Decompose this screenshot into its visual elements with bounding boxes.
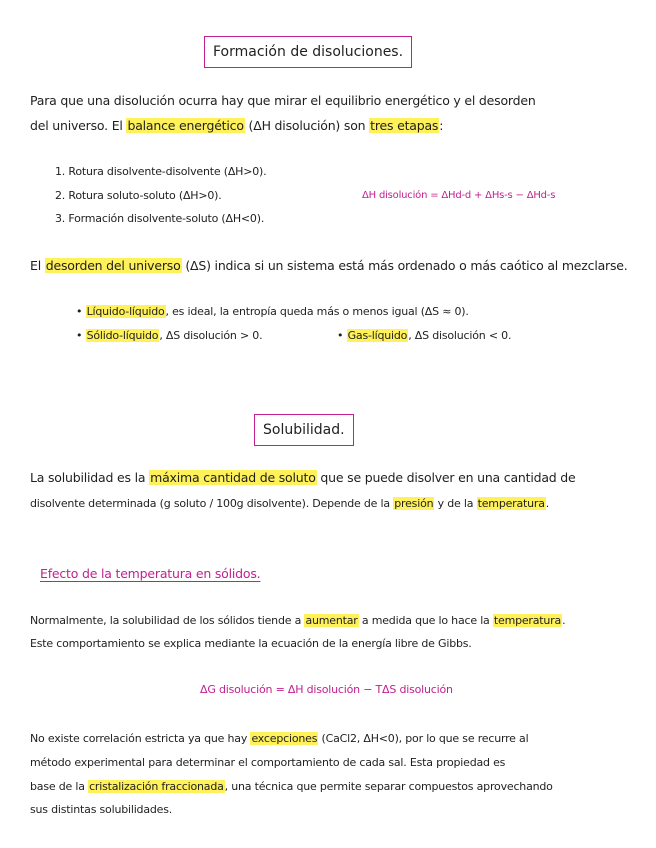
solubility-line-1	[30, 470, 576, 486]
highlight-temperatura-2: temperatura	[493, 614, 562, 627]
text-fragment: , es ideal, la entropía queda más o menos igual (ΔS ≈ 0).	[165, 305, 469, 318]
bullet-dot: •	[76, 305, 86, 318]
enthalpy-formula: ΔH disolución = ΔHd-d + ΔHs-s − ΔHd-s	[362, 190, 556, 201]
text-fragment: y de la	[434, 497, 477, 510]
highlight-liquido-liquido: Líquido-líquido	[86, 305, 165, 318]
text-fragment: :	[439, 118, 444, 133]
text-fragment: a medida que lo hace la	[358, 614, 493, 627]
solubility-line-2	[30, 496, 549, 512]
text-fragment: (CaCl2, ΔH<0), por lo que se recurre al	[318, 732, 529, 745]
text-fragment: , ΔS disolución > 0.	[159, 329, 263, 342]
bullet-dot: •	[76, 329, 86, 342]
text-fragment: del universo. El	[30, 118, 127, 133]
highlight-excepciones: excepciones	[251, 732, 318, 745]
highlight-cristalizacion: cristalización fraccionada	[89, 780, 224, 793]
highlight-gas-liquido: Gas-líquido	[347, 329, 408, 342]
section-title-text: Formación de disoluciones.	[213, 44, 404, 60]
bullet-gas-liquido	[337, 328, 511, 344]
temperature-line-2: Este comportamiento se explica mediante la ecuación de la energía libre de Gibbs.	[30, 637, 472, 650]
text-fragment: (ΔS) indica si un sistema está más ordenado o más caótico al mezclarse.	[181, 258, 628, 273]
text-fragment: El	[30, 258, 45, 273]
text-fragment: , ΔS disolución < 0.	[408, 329, 512, 342]
highlight-tres-etapas: tres etapas	[370, 118, 439, 133]
highlight-solido-liquido: Sólido-líquido	[86, 329, 159, 342]
temperature-line-1	[30, 613, 565, 629]
highlight-maxima-cantidad: máxima cantidad de soluto	[150, 470, 316, 485]
highlight-presion: presión	[394, 497, 434, 510]
disorder-paragraph	[30, 258, 628, 274]
section-title-formacion	[204, 36, 412, 68]
highlight-balance: balance energético	[127, 118, 244, 133]
step-item-3: 3. Formación disolvente-soluto (ΔH<0).	[55, 212, 265, 225]
text-fragment: .	[562, 614, 566, 627]
text-fragment: , una técnica que permite separar compuestos aprovechando	[224, 780, 553, 793]
exceptions-line-2: método experimental para determinar el comportamiento de cada sal. Esta propiedad es	[30, 756, 506, 769]
text-fragment: .	[545, 497, 550, 510]
gibbs-formula: ΔG disolución = ΔH disolución − TΔS disolución	[200, 683, 453, 696]
section-title-text: Solubilidad.	[263, 422, 345, 438]
exceptions-line-1	[30, 731, 528, 747]
step-item-1: 1. Rotura disolvente-disolvente (ΔH>0).	[55, 165, 267, 178]
step-item-2: 2. Rotura soluto-soluto (ΔH>0).	[55, 189, 222, 202]
exceptions-line-4: sus distintas solubilidades.	[30, 803, 173, 816]
bullet-liquido-liquido	[76, 304, 469, 320]
intro-line-2	[30, 118, 443, 134]
text-fragment: (ΔH disolución) son	[244, 118, 370, 133]
text-fragment: Normalmente, la solubilidad de los sólidos tiende a	[30, 614, 305, 627]
highlight-desorden: desorden del universo	[45, 258, 181, 273]
text-fragment: base de la	[30, 780, 89, 793]
highlight-aumentar: aumentar	[305, 614, 358, 627]
text-fragment: No existe correlación estricta ya que hay	[30, 732, 251, 745]
text-fragment: La solubilidad es la	[30, 470, 150, 485]
text-fragment: disolvente determinada (g soluto / 100g disolvente). Depende de la	[30, 497, 394, 510]
text-fragment: que se puede disolver en una cantidad de	[316, 470, 576, 485]
subheading-efecto-temperatura: Efecto de la temperatura en sólidos.	[40, 566, 261, 581]
section-title-solubilidad	[254, 414, 354, 446]
highlight-temperatura: temperatura	[477, 497, 545, 510]
bullet-dot: •	[337, 329, 347, 342]
intro-line-1: Para que una disolución ocurra hay que mirar el equilibrio energético y el desorden	[30, 93, 536, 108]
bullet-solido-liquido	[76, 328, 262, 344]
exceptions-line-3	[30, 779, 553, 795]
